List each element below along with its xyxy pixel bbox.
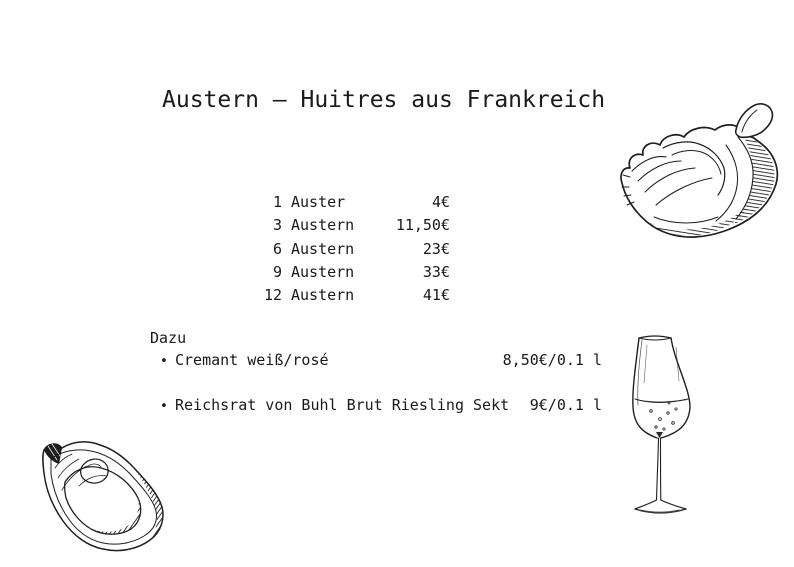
quantity: 9 — [272, 262, 282, 281]
page-title: Austern – Huitres aus Frankreich — [162, 87, 606, 113]
quantity: 12 — [264, 286, 283, 305]
item-price: 4€ — [431, 193, 450, 211]
extras-item-price: 8,50€/0.1 l — [502, 351, 602, 369]
quantity: 6 — [272, 239, 282, 258]
item-price: 33€ — [422, 262, 450, 281]
oyster-price-table — [264, 191, 450, 307]
price-row — [264, 191, 450, 214]
extras-heading: Dazu — [150, 329, 187, 347]
price-row — [264, 261, 450, 284]
item-name: Austern — [291, 262, 355, 281]
price-row — [264, 214, 450, 237]
price-row — [264, 238, 450, 261]
closed-oyster-illustration — [613, 97, 785, 245]
quantity: 3 — [272, 216, 282, 235]
item-price: 23€ — [422, 239, 450, 258]
open-oyster-illustration — [35, 438, 173, 556]
item-price: 11,50€ — [395, 216, 450, 235]
item-name: Austern — [291, 216, 355, 235]
champagne-flute-illustration — [627, 331, 699, 517]
price-row — [264, 284, 450, 307]
extras-item-name: Cremant weiß/rosé — [175, 351, 329, 369]
extras-item-name: Reichsrat von Buhl Brut Riesling Sekt — [175, 396, 510, 414]
item-price: 41€ — [422, 286, 450, 305]
extras-item-price: 9€/0.1 l — [529, 396, 602, 414]
extras-section — [150, 328, 602, 418]
extras-row — [150, 349, 602, 373]
item-name: Austern — [291, 239, 355, 258]
bullet-icon: • — [160, 354, 168, 369]
extras-row — [150, 394, 602, 418]
quantity: 1 — [272, 193, 282, 211]
item-name: Auster — [291, 193, 346, 211]
item-name: Austern — [291, 286, 355, 305]
bullet-icon: • — [160, 399, 168, 414]
